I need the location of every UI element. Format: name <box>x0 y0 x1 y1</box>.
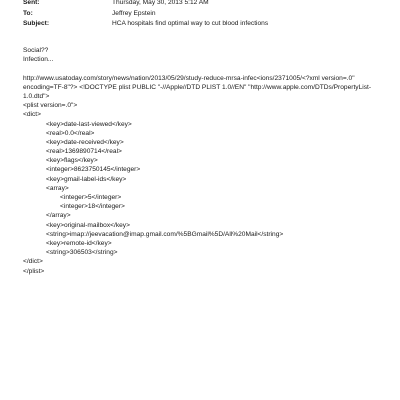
plist-line: <real>1369890714</real> <box>46 148 122 156</box>
sent-value: Thursday, May 30, 2013 5:12 AM <box>112 0 209 6</box>
plist-line: </dict> <box>23 258 43 266</box>
plist-line: <dict> <box>23 111 41 119</box>
plist-line: <key>gmail-label-ids</key> <box>46 175 127 183</box>
plist-line: <string>imap://jeevacation@imap.gmail.com/%5BGmail%5D/All%20Mail</string> <box>46 230 284 238</box>
body-url-line-3: 1.0.dtd"> <box>23 92 50 100</box>
sent-label: Sent: <box>23 0 40 6</box>
email-body <box>23 46 383 276</box>
body-gap <box>23 64 383 73</box>
to-label: To: <box>23 10 33 17</box>
subject-label: Subject: <box>23 20 50 27</box>
plist-line: <string>306503</string> <box>46 249 118 257</box>
plist-line: <key>original-mailbox</key> <box>46 221 130 229</box>
plist-line: <integer>18</integer> <box>60 203 125 211</box>
body-url-line-1: http://www.usatoday.com/story/news/nation/2013/05/29/study-reduce-mrsa-infec<ions/2371005/<?xml version=.0" <box>23 74 355 82</box>
plist-line: <integer>8623750145</integer> <box>46 166 141 174</box>
plist-line: <key>remote-id</key> <box>46 239 112 247</box>
subject-value: HCA hospitals find optimal way to cut blood infections <box>112 20 269 27</box>
body-line-infection: Infection... <box>23 56 54 64</box>
plist-line: <key>flags</key> <box>46 157 98 165</box>
to-value: Jeffrey Epstein <box>112 10 156 17</box>
body-line-greeting: Social?? <box>23 47 49 54</box>
plist-line: </plist> <box>23 267 45 275</box>
plist-line: <array> <box>46 184 69 192</box>
plist-line: <key>date-last-viewed</key> <box>46 120 132 128</box>
plist-line: <key>date-received</key> <box>46 138 124 146</box>
plist-line: </array> <box>46 212 71 220</box>
body-url-line-2: encoding=TF-8"?> <!DOCTYPE plist PUBLIC "-//Apple//DTD PLIST 1.0//EN" "http://www.apple.com/DTDs/PropertyList- <box>23 83 372 91</box>
plist-line: <plist version=.0"> <box>23 102 78 110</box>
plist-line: <real>0.0</real> <box>46 129 95 137</box>
plist-line: <integer>5</integer> <box>60 194 122 201</box>
